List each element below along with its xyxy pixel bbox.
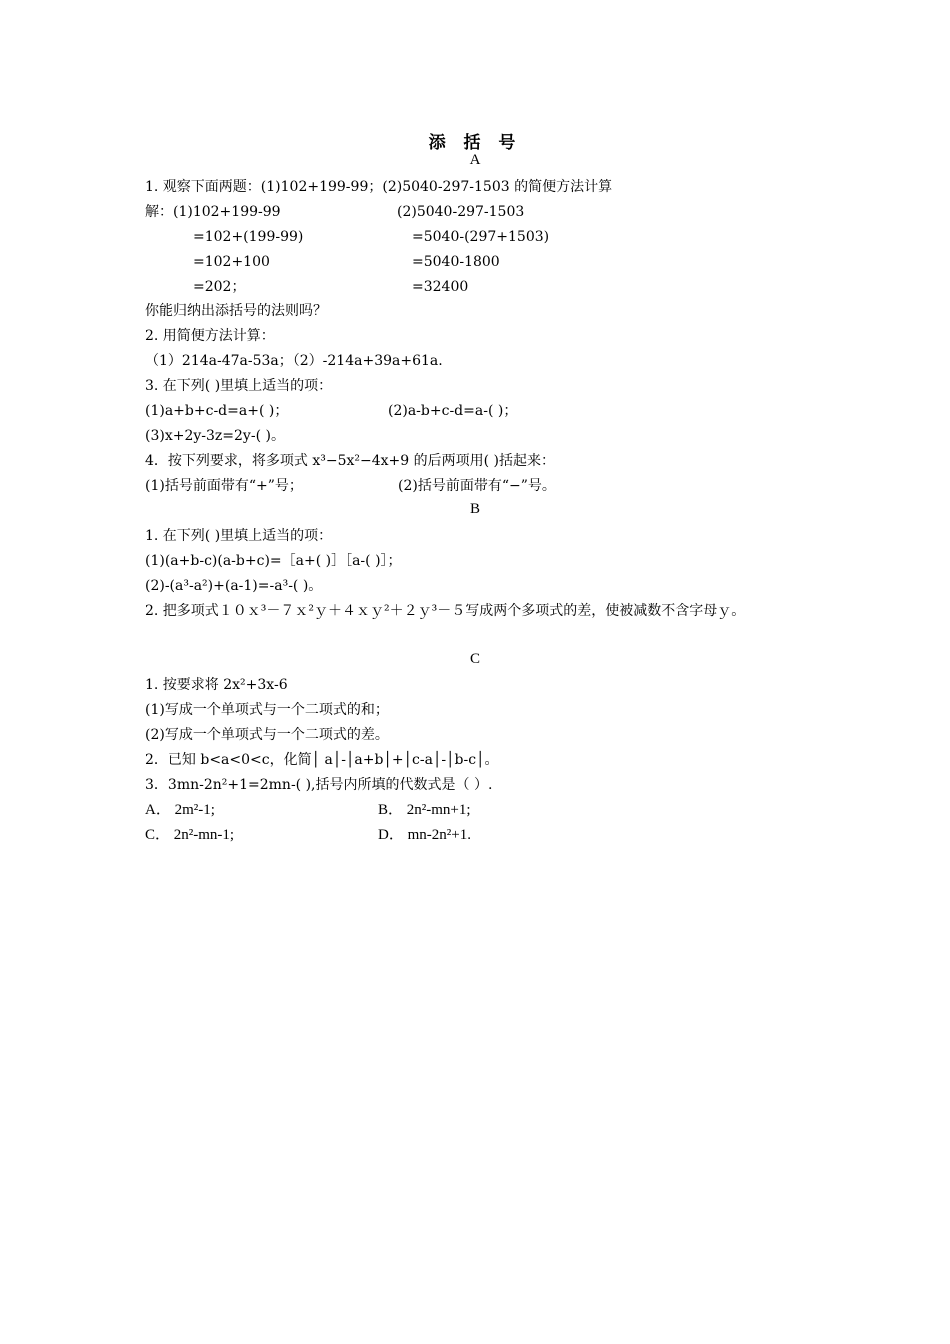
c-question-3: 3．3mn-2n²+1=2mn-( ),括号内所填的代数式是（ ）. [145,777,493,793]
section-a-heading: A [469,152,481,168]
c-question-1: 1. 按要求将 2x²+3x-6 [145,677,288,693]
section-b-heading: B [469,501,480,517]
a-solution-right-4: =32400 [412,279,469,295]
c-option-c: C． 2n²-mn-1; [145,827,235,843]
a-question-3: 3. 在下列( )里填上适当的项： [145,378,333,394]
section-c-heading: C [469,651,480,667]
a-question-1-ask: 你能归纳出添括号的法则吗？ [145,303,327,319]
a-solution-left-4: =202； [193,279,246,295]
a-question-3-part-2: (2)a-b+c-d=a-( )； [388,403,518,419]
a-question-2-items: （1）214a-47a-53a；（2）-214a+39a+61a. [145,353,443,369]
b-question-1: 1. 在下列( )里填上适当的项： [145,528,333,544]
a-question-3-part-3: (3)x+2y-3z=2y-( )。 [145,428,285,444]
a-solution-left-2: =102+(199-99) [193,229,304,245]
c-option-b: B． 2n²-mn+1; [378,802,471,818]
c-option-d: D． mn-2n²+1. [378,827,471,843]
a-question-4-part-1: (1)括号前面带有“+”号； [145,478,303,494]
a-question-4-part-2: (2)括号前面带有“−”号。 [398,478,556,494]
c-option-a: A． 2m²-1; [145,802,215,818]
a-question-4: 4．按下列要求，将多项式 x³−5x²−4x+9 的后两项用( )括起来： [145,453,556,469]
b-question-1-part-2: (2)-(a³-a²)+(a-1)=-a³-( )。 [145,578,323,594]
a-solution-right-1: (2)5040-297-1503 [397,204,525,220]
b-question-1-part-1: (1)(a+b-c)(a-b+c)=［a+( )］［a-( )］； [145,553,402,569]
a-question-3-part-1: (1)a+b+c-d=a+( )； [145,403,289,419]
a-solution-left-3: =102+100 [193,254,270,270]
a-question-2: 2. 用简便方法计算： [145,328,275,344]
a-solution-right-3: =5040-1800 [412,254,500,270]
page-title: 添 括 号 [428,133,522,153]
c-question-1-part-1: (1)写成一个单项式与一个二项式的和； [145,702,389,718]
c-question-2: 2．已知 b<a<0<c，化简│ a│-│a+b│+│c-a│-│b-c│。 [145,752,499,768]
c-question-1-part-2: (2)写成一个单项式与一个二项式的差。 [145,727,389,743]
a-solution-right-2: =5040-(297+1503) [412,229,550,245]
a-solution-left-1: 解：(1)102+199-99 [145,204,281,220]
a-question-1: 1. 观察下面两题：(1)102+199-99；(2)5040-297-1503 的简便方法计算 [145,179,613,195]
b-question-2: 2. 把多项式１０ｘ³－７ｘ²ｙ＋４ｘｙ²＋２ｙ³－５写成两个多项式的差，使被减数不含字母ｙ。 [145,603,746,619]
